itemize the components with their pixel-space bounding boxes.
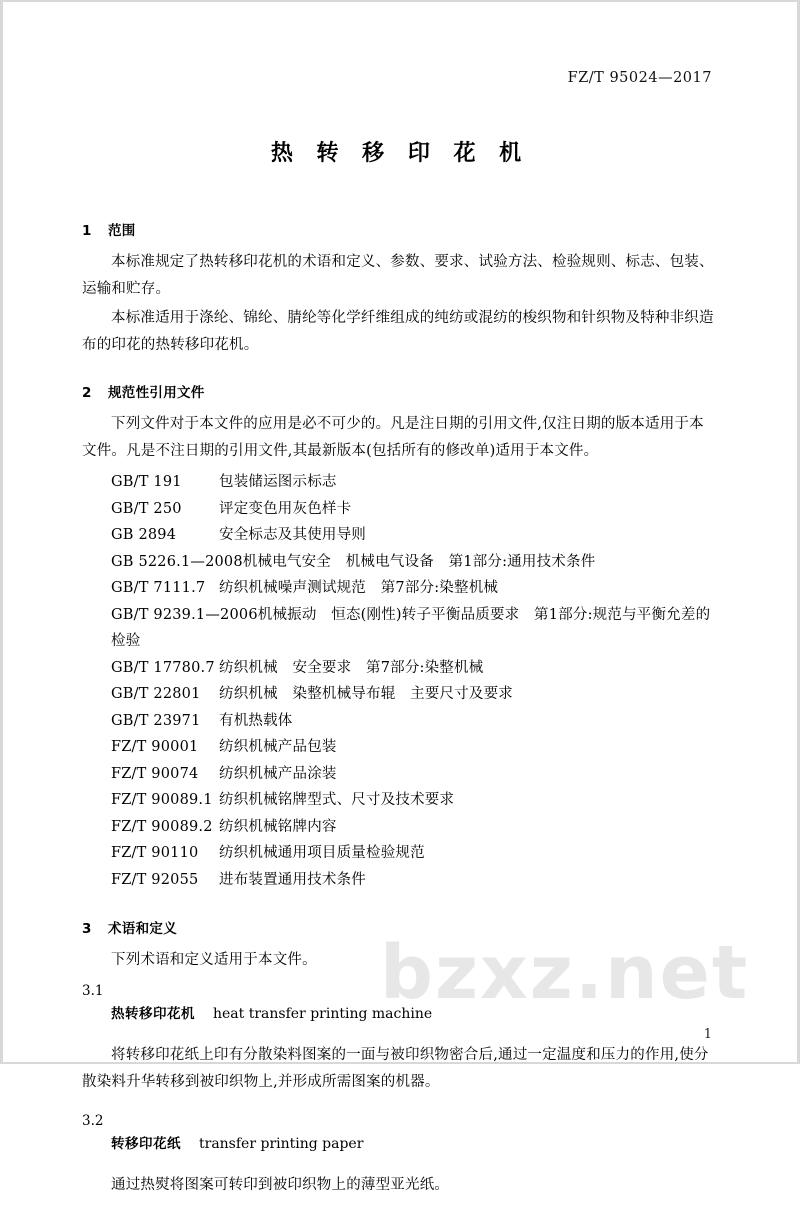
reference-title: 安全标志及其使用导则 (219, 527, 366, 543)
section-1-paragraph-2: 本标准适用于涤纶、锦纶、腈纶等化学纤维组成的纯纺或混纺的梭织物和针织物及特种非织造布的印花的热转移印花机。 (82, 310, 714, 353)
list-item (82, 708, 716, 735)
document-body (82, 205, 716, 1213)
section-number-2: 2 (82, 385, 92, 401)
list-item (82, 867, 716, 894)
reference-code: GB/T 9239.1—2006 (111, 606, 258, 623)
reference-title: 评定变色用灰色样卡 (219, 500, 352, 517)
reference-code: GB/T 191 (111, 474, 182, 490)
reference-code: GB/T 7111.7 (111, 580, 206, 596)
reference-code: FZ/T 90074 (111, 765, 199, 782)
page-number: 1 (703, 1027, 712, 1042)
term-definition-3-1: 将转移印花纸上印有分散染料图案的一面与被印织物密合后,通过一定温度和压力的作用,使分散染料升华转移到被印织物上,并形成所需图案的机器。 (82, 1046, 709, 1090)
reference-code: GB/T 250 (111, 500, 182, 517)
reference-title: 有机热载体 (219, 712, 293, 729)
watermark-text: bzxz.net (380, 930, 750, 1016)
section-2-paragraph-1: 下列文件对于本文件的应用是必不可少的。凡是注日期的引用文件,仅注日期的版本适用于本文件。凡是不注日期的引用文件,其最新版本(包括所有的修改单)适用于本文件。 (82, 416, 704, 459)
reference-code: GB/T 17780.7 (111, 659, 215, 676)
list-item (82, 681, 716, 708)
list-item (82, 734, 716, 761)
reference-title: 纺织机械产品涂装 (219, 765, 337, 782)
reference-code: FZ/T 90089.2 (111, 818, 213, 835)
reference-title: 包装储运图示标志 (219, 474, 337, 490)
reference-title: 纺织机械噪声测试规范 第7部分:染整机械 (219, 580, 499, 596)
reference-code: GB/T 22801 (111, 686, 201, 702)
page-title: 热 转 移 印 花 机 (270, 141, 530, 166)
reference-title: 纺织机械 染整机械导布辊 主要尺寸及要求 (219, 686, 513, 702)
reference-code: GB 2894 (111, 527, 177, 543)
term-name-cn: 热转移印花机 (111, 1006, 195, 1022)
section-number-3: 3 (82, 921, 92, 937)
section-3-paragraph-1: 下列术语和定义适用于本文件。 (111, 952, 317, 968)
reference-title: 机械振动 恒态(刚性)转子平衡品质要求 第1部分:规范与平衡允差的检验 (111, 606, 711, 649)
term-number-3-1: 3.1 (82, 983, 104, 999)
section-title-1: 范围 (108, 223, 136, 239)
section-1-paragraph-1: 本标准规定了热转移印花机的术语和定义、参数、要求、试验方法、检验规则、标志、包装、运输和贮存。 (82, 254, 714, 297)
section-heading-3 (82, 917, 716, 937)
section-heading-2 (82, 381, 716, 401)
reference-title: 纺织机械通用项目质量检验规范 (219, 845, 425, 861)
section-title-2: 规范性引用文件 (108, 385, 205, 401)
reference-code: FZ/T 92055 (111, 871, 199, 888)
term-definition-3-2: 通过热熨将图案可转印到被印织物上的薄型亚光纸。 (111, 1176, 450, 1193)
reference-title: 进布装置通用技术条件 (219, 871, 366, 888)
page-edge-top (0, 0, 800, 2)
list-item (82, 496, 716, 523)
list-item (82, 655, 716, 682)
list-item (82, 761, 716, 788)
reference-code: GB 5226.1—2008 (111, 553, 243, 570)
section-title-3: 术语和定义 (108, 921, 177, 937)
reference-code: GB/T 23971 (111, 712, 201, 729)
list-item (82, 549, 716, 576)
reference-title: 纺织机械产品包装 (219, 739, 337, 755)
reference-title: 纺织机械铭牌内容 (219, 818, 337, 835)
section-number-1: 1 (82, 223, 92, 239)
list-item (82, 814, 716, 841)
term-name-cn: 转移印花纸 (111, 1136, 181, 1152)
reference-title: 纺织机械铭牌型式、尺寸及技术要求 (219, 792, 455, 808)
term-entry-3-1 (82, 1002, 716, 1027)
list-item (82, 787, 716, 814)
list-item (82, 469, 716, 496)
reference-title: 纺织机械 安全要求 第7部分:染整机械 (219, 659, 484, 676)
normative-references-list (82, 469, 716, 893)
list-item (82, 522, 716, 549)
reference-code: FZ/T 90001 (111, 739, 199, 755)
reference-code: FZ/T 90089.1 (111, 792, 213, 808)
term-number-3-2: 3.2 (82, 1113, 104, 1129)
term-entry-3-2 (82, 1132, 716, 1157)
term-name-en: heat transfer printing machine (213, 1006, 433, 1022)
list-item (82, 575, 716, 602)
standard-code-header: FZ/T 95024—2017 (567, 70, 712, 86)
reference-code: FZ/T 90110 (111, 845, 199, 861)
list-item (82, 840, 716, 867)
list-item (82, 602, 716, 655)
term-name-en: transfer printing paper (199, 1136, 364, 1152)
reference-title: 机械电气安全 机械电气设备 第1部分:通用技术条件 (242, 553, 596, 570)
section-heading-1 (82, 219, 716, 239)
